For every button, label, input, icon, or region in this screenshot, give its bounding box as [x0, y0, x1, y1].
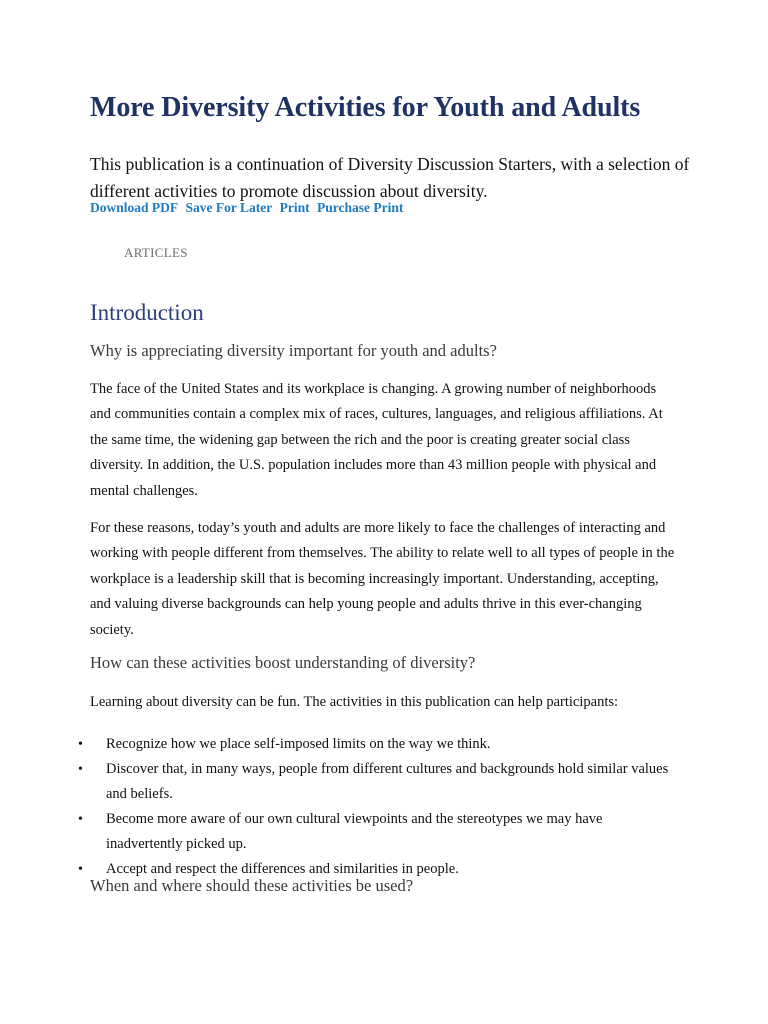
- question-heading-how: How can these activities boost understanding of diversity?: [90, 653, 476, 672]
- page-title: More Diversity Activities for Youth and Adults: [90, 92, 641, 123]
- purchase-print-link[interactable]: Purchase Print: [317, 200, 404, 215]
- list-item: • Accept and respect the differences and similarities in people.: [78, 857, 678, 882]
- bullet-list: [78, 732, 678, 882]
- list-item: • Become more aware of our own cultural viewpoints and the stereotypes we may have inadvertently picked up.: [78, 807, 678, 857]
- print-link[interactable]: Print: [279, 200, 310, 215]
- save-for-later-link[interactable]: Save For Later: [185, 200, 273, 215]
- download-pdf-link[interactable]: Download PDF: [90, 200, 179, 215]
- action-links: [90, 200, 407, 216]
- question-heading-when: When and where should these activities be used?: [90, 876, 414, 895]
- article-description: This publication is a continuation of Diversity Discussion Starters, with a selection of different activities to promote discussion about diversity.: [90, 154, 690, 201]
- category-label[interactable]: ARTICLES: [124, 245, 188, 260]
- paragraph-learning: Learning about diversity can be fun. The activities in this publication can help participants:: [90, 694, 619, 710]
- list-item: • Recognize how we place self-imposed limits on the way we think.: [78, 732, 678, 757]
- list-item: • Discover that, in many ways, people from different cultures and backgrounds hold similar values and beliefs.: [78, 757, 678, 807]
- paragraph-reasons: For these reasons, today’s youth and adults are more likely to face the challenges of interacting and working with people different from themselves. The ability to relate well to all types of people in the workplace is a leadership skill that is becoming increasingly important. Understanding, accepting, and valuing diverse backgrounds can help young people and adults thrive in this ever-changing society.: [90, 520, 675, 638]
- section-heading-introduction: Introduction: [90, 300, 204, 325]
- paragraph-workplace: The face of the United States and its workplace is changing. A growing number of neighborhoods and communities contain a complex mix of races, cultures, languages, and religious affiliations. At the same time, the widening gap between the rich and the poor is creating greater social class diversity. In addition, the U.S. population includes more than 43 million people with physical and mental challenges.: [90, 381, 663, 499]
- question-heading-why: Why is appreciating diversity important for youth and adults?: [90, 341, 497, 360]
